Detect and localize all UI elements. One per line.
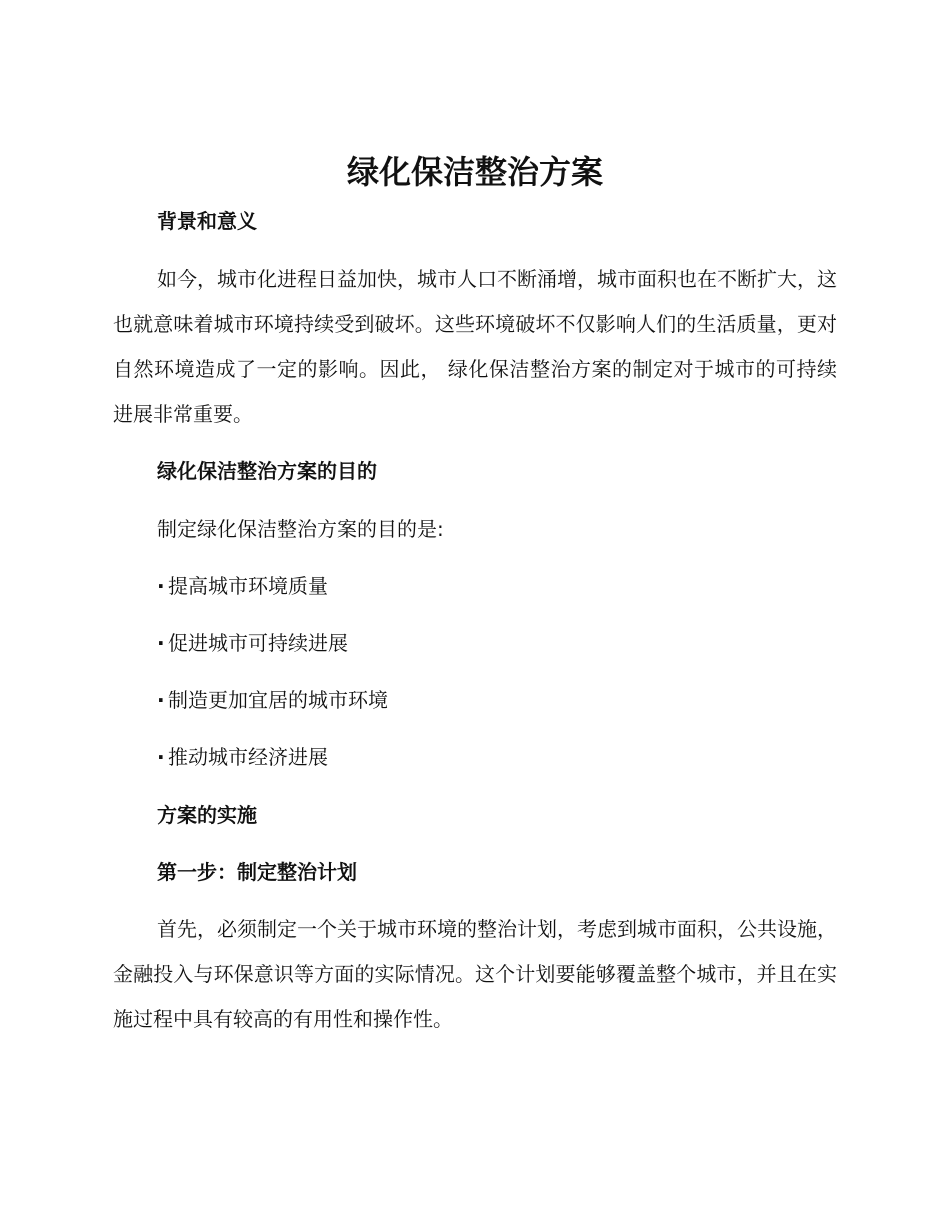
list-item-text: 制造更加宜居的城市环境 (168, 688, 388, 712)
list-item (157, 743, 328, 771)
list-item (157, 572, 328, 600)
list-item (157, 686, 388, 714)
paragraph-step1: 首先，必须制定一个关于城市环境的整治计划，考虑到城市面积，公共设施，金融投入与环保意识等方面的实际情况。这个计划要能够覆盖整个城市，并且在实施过程中具有较高的有用性和操作性。 (113, 917, 837, 1031)
bullet-icon: · (157, 631, 165, 655)
list-item (157, 629, 348, 657)
section-heading-background: 背景和意义 (157, 209, 257, 233)
purpose-intro: 制定绿化保洁整治方案的目的是: (157, 517, 444, 541)
bullet-icon: · (157, 745, 165, 769)
list-item-text: 提高城市环境质量 (168, 574, 328, 598)
section-heading-implementation: 方案的实施 (157, 803, 257, 827)
document-title: 绿化保洁整治方案 (346, 153, 603, 191)
list-item-text: 推动城市经济进展 (168, 745, 328, 769)
paragraph-background: 如今，城市化进程日益加快，城市人口不断涌增，城市面积也在不断扩大，这也就意味着城市环境持续受到破坏。这些环境破坏不仅影响人们的生活质量，更对自然环境造成了一定的影响。因此， 绿化保洁整治方案的制定对于城市的可持续进展非常重要。 (113, 267, 837, 426)
list-item-text: 促进城市可持续进展 (168, 631, 348, 655)
section-heading-purpose: 绿化保洁整治方案的目的 (157, 459, 377, 483)
bullet-icon: · (157, 574, 165, 598)
subsection-heading-step1: 第一步：制定整治计划 (157, 860, 357, 884)
bullet-icon: · (157, 688, 165, 712)
